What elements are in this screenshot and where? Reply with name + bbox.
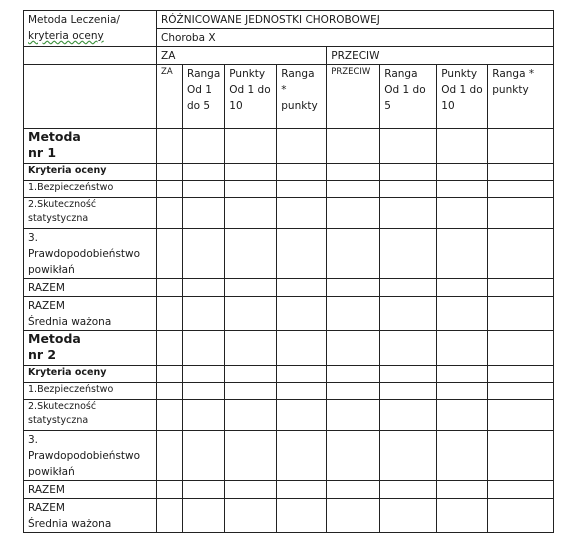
method1-safety: 1.Bezpieczeństwo xyxy=(24,181,157,198)
table-cell xyxy=(327,279,380,297)
table-cell xyxy=(277,181,327,198)
table-cell xyxy=(225,279,277,297)
table-row xyxy=(24,400,554,431)
table-cell xyxy=(380,499,437,533)
table-cell xyxy=(437,198,488,229)
table-cell xyxy=(327,400,380,431)
table-cell xyxy=(183,279,225,297)
ranga-punkty-za-header: Ranga * punkty xyxy=(277,65,327,129)
table-cell xyxy=(277,198,327,229)
table-cell xyxy=(183,431,225,481)
table-cell xyxy=(488,400,554,431)
table-cell xyxy=(225,129,277,164)
table-cell xyxy=(277,383,327,400)
table-cell xyxy=(380,331,437,366)
table-cell xyxy=(437,297,488,331)
table-cell xyxy=(380,229,437,279)
cell-text-line: RAZEM xyxy=(28,502,65,514)
table-row xyxy=(24,181,554,198)
table-cell xyxy=(327,331,380,366)
table-cell xyxy=(437,279,488,297)
table-cell xyxy=(157,198,183,229)
table-cell xyxy=(157,331,183,366)
table-cell xyxy=(327,297,380,331)
table-cell xyxy=(183,481,225,499)
cell-text-line: nr 2 xyxy=(28,347,57,362)
method1-complications: 3. Prawdopodobieństwo powikłań xyxy=(24,229,157,279)
table-cell xyxy=(488,366,554,383)
table-cell xyxy=(437,164,488,181)
table-cell xyxy=(488,129,554,164)
table-cell xyxy=(183,129,225,164)
table-cell xyxy=(488,181,554,198)
table-cell xyxy=(157,229,183,279)
table-row xyxy=(24,229,554,279)
table-cell xyxy=(488,198,554,229)
table-cell xyxy=(380,400,437,431)
table-cell xyxy=(277,431,327,481)
table-cell xyxy=(277,297,327,331)
table-cell xyxy=(157,499,183,533)
method1-title xyxy=(24,129,157,164)
table-cell xyxy=(183,198,225,229)
punkty-przeciw-header: Punkty Od 1 do 10 xyxy=(437,65,488,129)
ranga-przeciw-header: Ranga Od 1 do 5 xyxy=(380,65,437,129)
method2-effectiveness: 2.Skuteczność statystyczna xyxy=(24,400,157,431)
table-row xyxy=(24,198,554,229)
table-cell xyxy=(437,431,488,481)
table-cell xyxy=(380,481,437,499)
cell-text-line: Średnia ważona xyxy=(28,518,112,530)
table-cell xyxy=(277,164,327,181)
table-cell xyxy=(380,383,437,400)
ranga-za-header: Ranga Od 1 do 5 xyxy=(183,65,225,129)
table-cell xyxy=(157,481,183,499)
table-cell xyxy=(225,198,277,229)
table-cell xyxy=(327,481,380,499)
method1-criteria-label: Kryteria oceny xyxy=(24,164,157,181)
table-cell xyxy=(380,279,437,297)
table-row xyxy=(24,279,554,297)
table-cell xyxy=(225,331,277,366)
table-cell xyxy=(380,198,437,229)
table-row xyxy=(24,431,554,481)
table-cell xyxy=(277,499,327,533)
empty-subheader-cell xyxy=(24,65,157,129)
table-cell xyxy=(380,297,437,331)
cell-text-line: Metoda xyxy=(28,331,81,346)
table-cell xyxy=(183,400,225,431)
table-cell xyxy=(225,181,277,198)
table-cell xyxy=(327,431,380,481)
table-cell xyxy=(183,331,225,366)
table-cell xyxy=(157,431,183,481)
method2-complications: 3. Prawdopodobieństwo powikłań xyxy=(24,431,157,481)
table-cell xyxy=(225,499,277,533)
punkty-za-header: Punkty Od 1 do 10 xyxy=(225,65,277,129)
table-cell xyxy=(225,297,277,331)
table-cell xyxy=(327,229,380,279)
table-cell xyxy=(327,499,380,533)
table-cell xyxy=(437,481,488,499)
table-cell xyxy=(225,383,277,400)
ranga-punkty-przeciw-header: Ranga * punkty xyxy=(488,65,554,129)
table-cell xyxy=(183,383,225,400)
table-cell xyxy=(488,331,554,366)
method2-safety: 1.Bezpieczeństwo xyxy=(24,383,157,400)
table-cell xyxy=(380,181,437,198)
table-cell xyxy=(327,164,380,181)
table-cell xyxy=(327,383,380,400)
table-cell xyxy=(277,129,327,164)
table-cell xyxy=(380,129,437,164)
table-cell xyxy=(437,181,488,198)
table-cell xyxy=(327,181,380,198)
method-label-line2: kryteria oceny xyxy=(28,30,104,42)
table-cell xyxy=(183,181,225,198)
table-cell xyxy=(488,431,554,481)
method2-weighted-average xyxy=(24,499,157,533)
table-cell xyxy=(157,164,183,181)
table-cell xyxy=(327,129,380,164)
table-cell xyxy=(277,229,327,279)
table-cell xyxy=(277,331,327,366)
table-cell xyxy=(327,198,380,229)
table-cell xyxy=(488,279,554,297)
table-row xyxy=(24,499,554,533)
method-label-line1: Metoda Leczenia/ xyxy=(28,14,120,26)
method2-title xyxy=(24,331,157,366)
cell-text-line: Metoda xyxy=(28,129,81,144)
method2-total: RAZEM xyxy=(24,481,157,499)
table-cell xyxy=(183,229,225,279)
table-cell xyxy=(225,431,277,481)
przeciw-subheader: PRZECIW xyxy=(327,65,380,129)
table-cell xyxy=(488,499,554,533)
table-cell xyxy=(183,366,225,383)
table-cell xyxy=(157,383,183,400)
table-cell xyxy=(157,279,183,297)
cell-text-line: RAZEM xyxy=(28,300,65,312)
table-cell xyxy=(225,400,277,431)
table-cell xyxy=(225,366,277,383)
method1-total: RAZEM xyxy=(24,279,157,297)
cell-text-line: Średnia ważona xyxy=(28,316,112,328)
disease-name: Choroba X xyxy=(157,29,554,47)
table-row xyxy=(24,129,554,164)
table-row xyxy=(24,366,554,383)
table-row xyxy=(24,383,554,400)
table-row xyxy=(24,297,554,331)
table-cell xyxy=(183,164,225,181)
table-cell xyxy=(157,297,183,331)
table-cell xyxy=(437,129,488,164)
table-cell xyxy=(437,229,488,279)
table-cell xyxy=(225,229,277,279)
table-row xyxy=(24,164,554,181)
table-cell xyxy=(277,366,327,383)
table-cell xyxy=(437,499,488,533)
table-cell xyxy=(327,366,380,383)
table-row xyxy=(24,481,554,499)
table-cell xyxy=(488,229,554,279)
table-cell xyxy=(437,383,488,400)
table-cell xyxy=(380,164,437,181)
table-cell xyxy=(437,366,488,383)
empty-header-cell xyxy=(24,47,157,65)
table-cell xyxy=(277,400,327,431)
table-cell xyxy=(488,297,554,331)
table-cell xyxy=(380,366,437,383)
table-cell xyxy=(488,383,554,400)
za-group-header: ZA xyxy=(157,47,327,65)
table-cell xyxy=(157,181,183,198)
table-title: RÓŻNICOWANE JEDNOSTKI CHOROBOWEJ xyxy=(157,11,554,29)
table-cell xyxy=(225,164,277,181)
table-cell xyxy=(183,499,225,533)
table-cell xyxy=(380,431,437,481)
table-cell xyxy=(488,481,554,499)
table-cell xyxy=(157,400,183,431)
przeciw-group-header: PRZECIW xyxy=(327,47,554,65)
method1-weighted-average xyxy=(24,297,157,331)
table-cell xyxy=(157,129,183,164)
table-cell xyxy=(437,331,488,366)
table-cell xyxy=(277,481,327,499)
za-subheader: ZA xyxy=(157,65,183,129)
method-criteria-header xyxy=(24,11,157,47)
method2-criteria-label: Kryteria oceny xyxy=(24,366,157,383)
table-cell xyxy=(157,366,183,383)
table-cell xyxy=(183,297,225,331)
table-cell xyxy=(488,164,554,181)
table-cell xyxy=(277,279,327,297)
table-cell xyxy=(437,400,488,431)
evaluation-table xyxy=(23,10,554,533)
table-row xyxy=(24,331,554,366)
table-cell xyxy=(225,481,277,499)
method1-effectiveness: 2.Skuteczność statystyczna xyxy=(24,198,157,229)
cell-text-line: nr 1 xyxy=(28,145,57,160)
